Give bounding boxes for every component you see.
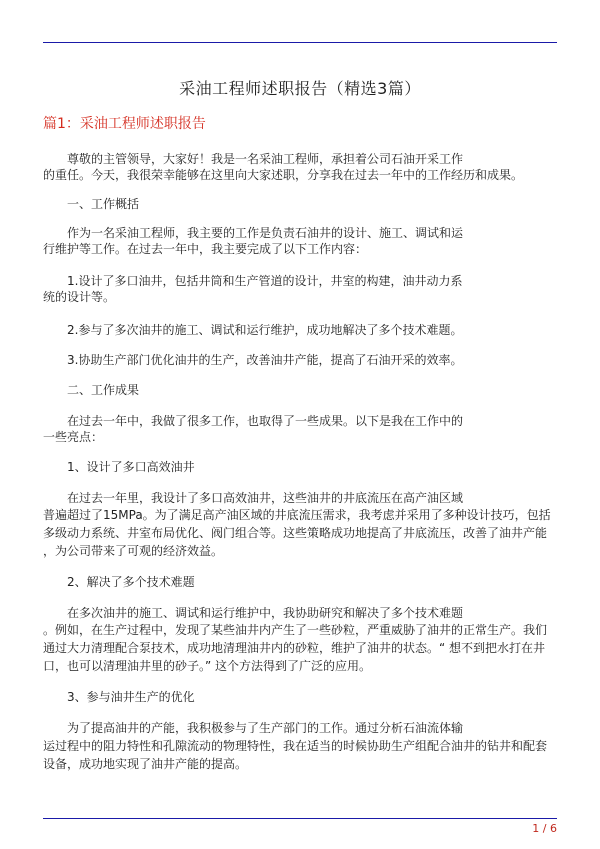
paragraph-line: 。例如，在生产过程中，发现了某些油井内产生了一些砂粒，严重威胁了油井的正常生产。我们: [43, 623, 548, 637]
paragraph-line: 为了提高油井的产能，我积极参与了生产部门的工作。通过分析石油流体输: [67, 721, 464, 735]
section-title: 二、工作成果: [67, 383, 140, 397]
paragraph-line: 尊敬的主管领导，大家好！我是一名采油工程师，承担着公司石油开采工作: [67, 152, 464, 166]
list-item: 3.协助生产部门优化油井的生产，改善油井产能，提高了石油开采的效率。: [67, 353, 463, 367]
footer-rule: [43, 818, 557, 819]
list-item: 统的设计等。: [43, 290, 116, 304]
section-title: 一、工作概括: [67, 197, 140, 211]
paragraph-line: 普遍超过了15MPa。为了满足高产油区域的井底流压需求，我考虑并采用了多种设计技巧，包括: [43, 508, 551, 522]
subsection-title: 3、参与油井生产的优化: [67, 690, 195, 704]
subsection-title: 1、设计了多口高效油井: [67, 460, 195, 474]
paragraph-line: 设备，成功地实现了油井产能的提高。: [43, 757, 248, 771]
list-item: 2.参与了多次油井的施工、调试和运行维护，成功地解决了多个技术难题。: [67, 323, 463, 337]
header-rule: [43, 42, 557, 43]
document-title: 采油工程师述职报告（精选3篇）: [179, 79, 421, 98]
page-number: 1 / 6: [532, 822, 557, 835]
section-heading: 篇1：采油工程师述职报告: [43, 116, 206, 132]
paragraph-line: 行维护等工作。在过去一年中，我主要完成了以下工作内容：: [43, 242, 368, 256]
paragraph-line: 作为一名采油工程师，我主要的工作是负责石油井的设计、施工、调试和运: [67, 226, 464, 240]
paragraph-line: 在过去一年中，我做了很多工作，也取得了一些成果。以下是我在工作中的: [67, 414, 464, 428]
paragraph-line: ，为公司带来了可观的经济效益。: [43, 544, 224, 558]
list-item: 1.设计了多口油井，包括井筒和生产管道的设计，井室的构建，油井动力系: [67, 274, 463, 288]
paragraph-line: 口，也可以清理油井里的砂子。” 这个方法得到了广泛的应用。: [43, 659, 372, 673]
paragraph-line: 一些亮点：: [43, 430, 104, 444]
paragraph-line: 运过程中的阻力特性和孔隙流动的物理特性，我在适当的时候协助生产组配合油井的钻井和配套: [43, 739, 548, 753]
subsection-title: 2、解决了多个技术难题: [67, 575, 195, 589]
paragraph-line: 的重任。今天，我很荣幸能够在这里向大家述职，分享我在过去一年中的工作经历和成果。: [43, 168, 524, 182]
paragraph-line: 在过去一年里，我设计了多口高效油井，这些油井的井底流压在高产油区域: [67, 491, 464, 505]
paragraph-line: 多级动力系统、井室布局优化、阀门组合等。这些策略成功地提高了井底流压，改善了油井产能: [43, 526, 548, 540]
paragraph-line: 通过大力清理配合泵技术，成功地清理油井内的砂粒，维护了油井的状态。“ 想不到把水打在井: [43, 641, 546, 655]
paragraph-line: 在多次油井的施工、调试和运行维护中，我协助研究和解决了多个技术难题: [67, 606, 464, 620]
